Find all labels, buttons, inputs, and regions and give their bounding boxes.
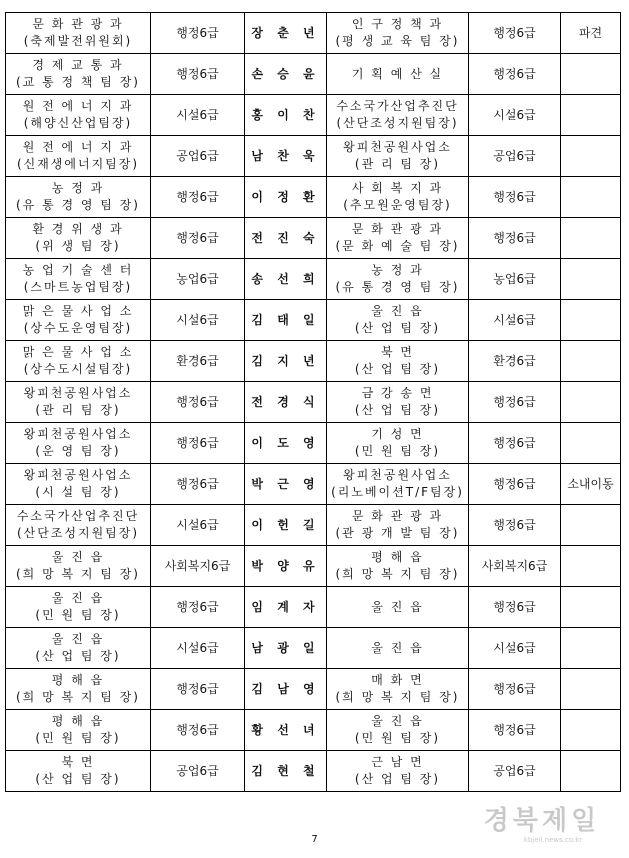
remarks <box>561 505 621 546</box>
table-row <box>6 136 621 177</box>
new-department-line: (민 원 팀 장) <box>354 731 441 745</box>
previous-department-line: 맑 은 물 사 업 소 <box>22 345 134 359</box>
previous-department <box>6 628 151 669</box>
previous-department-line: (운 영 팀 장) <box>35 444 121 458</box>
previous-department <box>6 382 151 423</box>
previous-department-line: (상수도운영팀장) <box>23 321 133 335</box>
employee-name: 김 지 년 <box>245 341 327 382</box>
previous-department-line: (교 통 정 책 팀 장) <box>16 75 140 89</box>
table-row <box>6 587 621 628</box>
remarks <box>561 54 621 95</box>
new-grade: 행정6급 <box>469 464 561 505</box>
previous-department-line: (해양신산업팀장) <box>23 116 133 130</box>
employee-name: 이 도 영 <box>245 423 327 464</box>
previous-department <box>6 423 151 464</box>
table-row <box>6 423 621 464</box>
new-department-line: (산 업 팀 장) <box>354 362 441 376</box>
new-department-line: (산 업 팀 장) <box>354 772 441 786</box>
table-row <box>6 95 621 136</box>
employee-name: 남 찬 욱 <box>245 136 327 177</box>
previous-department-line: 북 면 <box>61 755 95 769</box>
previous-grade: 행정6급 <box>151 587 245 628</box>
previous-department-line: 농 정 과 <box>51 181 105 195</box>
new-department <box>327 300 469 341</box>
new-department-line: (관 리 팀 장) <box>354 157 441 171</box>
previous-grade: 행정6급 <box>151 54 245 95</box>
watermark-url: kbjeil.news.co.kr <box>523 836 583 844</box>
previous-grade: 공업6급 <box>151 751 245 792</box>
employee-name: 황 선 녀 <box>245 710 327 751</box>
previous-department-line: (관 리 팀 장) <box>35 403 121 417</box>
new-department <box>327 710 469 751</box>
previous-grade: 행정6급 <box>151 669 245 710</box>
previous-department-line: (산단조성지원팀장) <box>16 526 140 540</box>
new-department-line: 울 진 읍 <box>371 640 424 655</box>
remarks <box>561 423 621 464</box>
new-department <box>327 341 469 382</box>
table-row <box>6 710 621 751</box>
previous-grade: 공업6급 <box>151 136 245 177</box>
previous-department-line: (상수도시설팀장) <box>23 362 133 376</box>
employee-name: 홍 이 찬 <box>245 95 327 136</box>
new-department <box>327 546 469 587</box>
table-row <box>6 13 621 54</box>
new-department-line: 울 진 읍 <box>371 599 424 614</box>
new-department-line: (희 망 복 지 팀 장) <box>335 567 460 581</box>
new-department-line: (문 화 예 술 팀 장) <box>335 239 460 253</box>
new-department-line: 수소국가산업추진단 <box>336 99 459 113</box>
employee-name: 남 광 일 <box>245 628 327 669</box>
new-grade: 시설6급 <box>469 628 561 669</box>
new-department <box>327 95 469 136</box>
previous-department-line: (민 원 팀 장) <box>35 731 121 745</box>
new-department-line: (산 업 팀 장) <box>354 403 441 417</box>
table-row <box>6 218 621 259</box>
remarks <box>561 136 621 177</box>
remarks <box>561 300 621 341</box>
previous-department-line: 왕피천공원사업소 <box>23 427 133 441</box>
previous-department <box>6 669 151 710</box>
previous-grade: 농업6급 <box>151 259 245 300</box>
remarks <box>561 669 621 710</box>
previous-grade: 행정6급 <box>151 382 245 423</box>
new-department-line: 평 해 읍 <box>371 550 424 564</box>
previous-department <box>6 218 151 259</box>
previous-department <box>6 13 151 54</box>
page-number: 7 <box>311 834 318 845</box>
new-department-line: (산단조성지원팀장) <box>336 116 459 130</box>
new-grade: 농업6급 <box>469 259 561 300</box>
previous-grade: 환경6급 <box>151 341 245 382</box>
new-department <box>327 751 469 792</box>
previous-department-line: (민 원 팀 장) <box>35 608 121 622</box>
previous-department <box>6 587 151 628</box>
previous-department-line: (산 업 팀 장) <box>35 772 121 786</box>
previous-department <box>6 751 151 792</box>
previous-department <box>6 710 151 751</box>
employee-name: 송 선 희 <box>245 259 327 300</box>
new-grade: 행정6급 <box>469 382 561 423</box>
table-row <box>6 54 621 95</box>
employee-name: 임 계 자 <box>245 587 327 628</box>
new-grade: 행정6급 <box>469 505 561 546</box>
previous-department-line: (스마트농업팀장) <box>23 280 133 294</box>
previous-department <box>6 95 151 136</box>
new-department-line: (평 생 교 육 팀 장) <box>335 34 460 48</box>
new-department <box>327 464 469 505</box>
previous-department-line: (위 생 팀 장) <box>35 239 121 253</box>
new-department <box>327 505 469 546</box>
remarks <box>561 546 621 587</box>
remarks <box>561 587 621 628</box>
previous-department-line: (신재생에너지팀장) <box>16 157 140 171</box>
previous-grade: 사회복지6급 <box>151 546 245 587</box>
new-department <box>327 13 469 54</box>
previous-grade: 행정6급 <box>151 423 245 464</box>
new-department <box>327 628 469 669</box>
employee-name: 손 승 윤 <box>245 54 327 95</box>
remarks <box>561 218 621 259</box>
new-department-line: (리노베이션T/F팀장) <box>331 485 464 499</box>
table-row <box>6 177 621 218</box>
previous-grade: 행정6급 <box>151 710 245 751</box>
new-department <box>327 259 469 300</box>
new-department-line: (관 광 개 발 팀 장) <box>335 526 460 540</box>
new-grade: 행정6급 <box>469 177 561 218</box>
previous-department <box>6 341 151 382</box>
previous-department-line: 울 진 읍 <box>51 632 105 646</box>
table-row <box>6 546 621 587</box>
new-department <box>327 382 469 423</box>
new-department-line: 사 회 복 지 과 <box>351 181 444 195</box>
new-department-line: 문 화 관 광 과 <box>351 509 444 523</box>
previous-grade: 시설6급 <box>151 95 245 136</box>
previous-department-line: 경 제 교 통 과 <box>32 58 124 72</box>
new-department-line: (추모원운영팀장) <box>343 198 452 212</box>
remarks <box>561 259 621 300</box>
previous-department-line: 문 화 관 광 과 <box>32 17 124 31</box>
new-department-line: 인 구 정 책 과 <box>351 17 444 31</box>
previous-grade: 행정6급 <box>151 13 245 54</box>
table-row <box>6 505 621 546</box>
new-grade: 행정6급 <box>469 710 561 751</box>
new-grade: 행정6급 <box>469 669 561 710</box>
previous-department <box>6 464 151 505</box>
table-row <box>6 464 621 505</box>
remarks <box>561 628 621 669</box>
previous-department-line: 환 경 위 생 과 <box>32 222 124 236</box>
previous-grade: 시설6급 <box>151 505 245 546</box>
previous-department-line: 평 해 읍 <box>51 714 105 728</box>
employee-name: 김 현 철 <box>245 751 327 792</box>
previous-department-line: (유 통 경 영 팀 장) <box>16 198 140 212</box>
employee-name: 전 경 식 <box>245 382 327 423</box>
new-department-line: (민 원 팀 장) <box>354 444 441 458</box>
table-row <box>6 259 621 300</box>
remarks <box>561 177 621 218</box>
new-department-line: 왕피천공원사업소 <box>343 468 452 482</box>
new-grade: 행정6급 <box>469 13 561 54</box>
new-department-line: 기 획 예 산 실 <box>351 66 444 81</box>
previous-department-line: 평 해 읍 <box>51 673 105 687</box>
new-department-line: 근 남 면 <box>371 755 424 769</box>
previous-department <box>6 259 151 300</box>
new-department <box>327 136 469 177</box>
table-row <box>6 300 621 341</box>
remarks <box>561 341 621 382</box>
employee-name: 김 남 영 <box>245 669 327 710</box>
previous-department-line: 원 전 에 너 지 과 <box>22 99 134 113</box>
employee-name: 박 양 유 <box>245 546 327 587</box>
new-department <box>327 587 469 628</box>
employee-name: 김 태 일 <box>245 300 327 341</box>
remarks <box>561 710 621 751</box>
watermark: 경북제일 <box>483 806 601 836</box>
remarks <box>561 95 621 136</box>
new-grade: 행정6급 <box>469 54 561 95</box>
new-department-line: 북 면 <box>381 345 414 359</box>
employee-name: 이 정 환 <box>245 177 327 218</box>
new-department <box>327 669 469 710</box>
previous-department <box>6 546 151 587</box>
new-grade: 행정6급 <box>469 218 561 259</box>
new-department-line: 울 진 읍 <box>371 304 424 318</box>
previous-department-line: 울 진 읍 <box>51 591 105 605</box>
new-department-line: (희 망 복 지 팀 장) <box>335 690 460 704</box>
previous-department-line: 울 진 읍 <box>51 550 105 564</box>
new-grade: 환경6급 <box>469 341 561 382</box>
new-department <box>327 218 469 259</box>
previous-department-line: (산 업 팀 장) <box>35 649 121 663</box>
new-grade: 시설6급 <box>469 300 561 341</box>
remarks <box>561 751 621 792</box>
new-department-line: 기 성 면 <box>371 427 424 441</box>
new-grade: 시설6급 <box>469 95 561 136</box>
table-row <box>6 669 621 710</box>
previous-department-line: 원 전 에 너 지 과 <box>22 140 134 154</box>
new-department-line: (산 업 팀 장) <box>354 321 441 335</box>
previous-grade: 행정6급 <box>151 177 245 218</box>
previous-department-line: 수소국가산업추진단 <box>16 509 140 523</box>
previous-department-line: 맑 은 물 사 업 소 <box>22 304 134 318</box>
remarks: 파견 <box>561 13 621 54</box>
new-grade: 공업6급 <box>469 136 561 177</box>
new-department-line: 울 진 읍 <box>371 714 424 728</box>
previous-department-line: (축제발전위원회) <box>23 34 133 48</box>
previous-grade: 행정6급 <box>151 218 245 259</box>
table-row <box>6 751 621 792</box>
previous-grade: 행정6급 <box>151 464 245 505</box>
new-department-line: 농 정 과 <box>371 263 424 277</box>
previous-department <box>6 300 151 341</box>
new-department-line: 문 화 관 광 과 <box>351 222 444 236</box>
remarks: 소내이동 <box>561 464 621 505</box>
personnel-table <box>5 12 621 792</box>
employee-name: 이 헌 길 <box>245 505 327 546</box>
new-department-line: 금 강 송 면 <box>361 386 434 400</box>
new-department-line: 매 화 면 <box>371 673 424 687</box>
previous-department <box>6 505 151 546</box>
employee-name: 박 근 영 <box>245 464 327 505</box>
employee-name: 장 춘 년 <box>245 13 327 54</box>
previous-grade: 시설6급 <box>151 300 245 341</box>
personnel-table-body <box>6 13 621 792</box>
previous-department-line: 왕피천공원사업소 <box>23 468 133 482</box>
employee-name: 전 진 숙 <box>245 218 327 259</box>
previous-department-line: (시 설 팀 장) <box>35 485 121 499</box>
previous-department <box>6 177 151 218</box>
previous-department-line: 왕피천공원사업소 <box>23 386 133 400</box>
previous-department-line: (희 망 복 지 팀 장) <box>16 567 140 581</box>
new-grade: 행정6급 <box>469 423 561 464</box>
table-row <box>6 628 621 669</box>
previous-department-line: (희 망 복 지 팀 장) <box>16 690 140 704</box>
new-department <box>327 54 469 95</box>
new-department <box>327 423 469 464</box>
new-department-line: 왕피천공원사업소 <box>343 140 452 154</box>
previous-department <box>6 136 151 177</box>
new-grade: 사회복지6급 <box>469 546 561 587</box>
previous-department <box>6 54 151 95</box>
new-grade: 행정6급 <box>469 587 561 628</box>
new-department-line: (유 통 경 영 팀 장) <box>335 280 460 294</box>
previous-department-line: 농 업 기 술 센 터 <box>22 263 134 277</box>
table-row <box>6 382 621 423</box>
remarks <box>561 382 621 423</box>
previous-grade: 시설6급 <box>151 628 245 669</box>
new-grade: 공업6급 <box>469 751 561 792</box>
new-department <box>327 177 469 218</box>
table-row <box>6 341 621 382</box>
